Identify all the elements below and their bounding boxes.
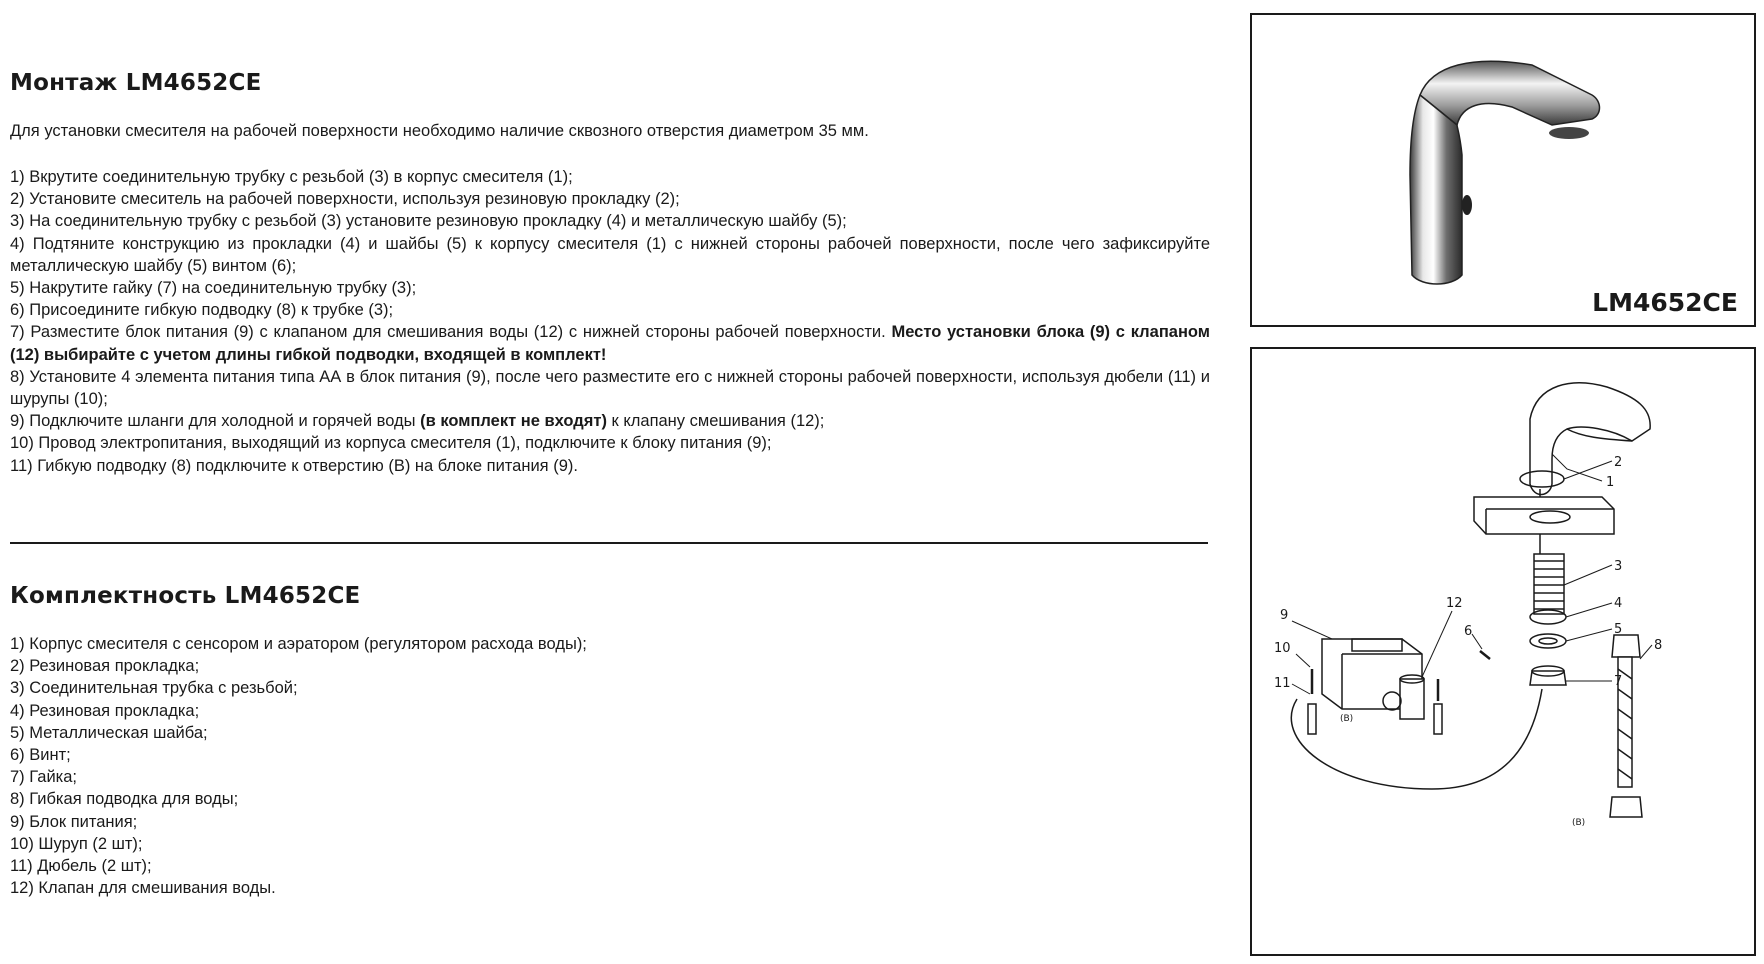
part-faucet-body	[1530, 383, 1650, 495]
sensor-window	[1462, 195, 1472, 215]
montage-title: Монтаж LM4652CE	[10, 70, 262, 96]
montage-intro: Для установки смесителя на рабочей поверхности необходимо наличие сквозного отверстия диаметром 35 мм.	[10, 122, 869, 140]
exploded-diagram	[1252, 349, 1754, 954]
callout-9: 9	[1280, 608, 1289, 623]
callout-4: 4	[1614, 596, 1623, 611]
step-item: 6) Присоедините гибкую подводку (8) к трубке (3);	[10, 301, 394, 320]
part-flexible-hose	[1610, 635, 1642, 817]
section-divider	[10, 542, 1208, 544]
step-note: (в комплект не входят)	[420, 412, 607, 431]
part-nut	[1530, 666, 1566, 685]
kit-item: 6) Винт;	[10, 746, 71, 765]
kit-section	[10, 583, 1210, 899]
callout-5: 5	[1614, 622, 1623, 637]
assembly-diagram-frame	[1250, 347, 1756, 956]
callout-6: 6	[1464, 624, 1473, 639]
kit-item: 11) Дюбель (2 шт);	[10, 857, 152, 876]
callout-8: 8	[1654, 638, 1663, 653]
kit-item: 5) Металлическая шайба;	[10, 723, 208, 742]
kit-title: Комплектность LM4652CE	[10, 583, 361, 609]
part-screw	[1480, 651, 1490, 659]
step-item: 1) Вкрутите соединительную трубку с резьбой (3) в корпус смесителя (1);	[10, 168, 573, 186]
kit-item: 4) Резиновая прокладка;	[10, 701, 200, 720]
step-item: 10) Провод электропитания, выходящий из корпуса смесителя (1), подключите к блоку питания (9);	[10, 434, 772, 453]
kit-list	[10, 633, 1210, 899]
kit-item: 12) Клапан для смешивания воды.	[10, 879, 276, 898]
step-item: 8) Установите 4 элемента питания типа АА в блок питания (9), после чего разместите его с нижней стороны рабочей поверхности, используя дюбели (11) и шурупы (10);	[10, 367, 1210, 409]
montage-steps	[10, 166, 1210, 477]
faucet-photo	[1252, 15, 1754, 325]
kit-item: 7) Гайка;	[10, 768, 77, 787]
step-item: 7) Разместите блок питания (9) с клапаном для смешивания воды (12) с нижней стороны рабочей поверхности. Место установки блока (9) с клапаном (12) выбирайте с учетом длины гибкой подводки, входящей в комплект!	[10, 323, 1210, 364]
part-dowel-right	[1434, 704, 1442, 734]
kit-item: 9) Блок питания;	[10, 812, 138, 831]
step-item: 2) Установите смеситель на рабочей поверхности, используя резиновую прокладку (2);	[10, 190, 680, 209]
step-item: 9) Подключите шланги для холодной и горячей воды (в комплект не входят) к клапану смешивания (12);	[10, 412, 825, 431]
product-model-label: LM4652CE	[1592, 288, 1738, 317]
part-metal-washer	[1530, 634, 1566, 648]
step-item: 5) Накрутите гайку (7) на соединительную трубку (3);	[10, 279, 417, 298]
callout-1: 1	[1606, 475, 1615, 490]
callout-2: 2	[1614, 455, 1623, 470]
hole-marker-b-block: (B)	[1340, 714, 1354, 724]
callout-7: 7	[1614, 674, 1623, 689]
callout-10: 10	[1274, 641, 1291, 656]
aerator	[1549, 127, 1589, 139]
montage-section	[10, 70, 1210, 477]
countertop-slab	[1474, 497, 1614, 534]
kit-item: 1) Корпус смесителя с сенсором и аэратором (регулятором расхода воды);	[10, 635, 587, 653]
hole-marker-b-hose: (B)	[1572, 818, 1586, 828]
kit-item: 2) Резиновая прокладка;	[10, 657, 200, 676]
kit-item: 3) Соединительная трубка с резьбой;	[10, 679, 298, 698]
kit-item: 10) Шуруп (2 шт);	[10, 834, 143, 853]
step-item: 3) На соединительную трубку с резьбой (3) установите резиновую прокладку (4) и металлическую шайбу (5);	[10, 212, 847, 231]
part-dowel-left	[1308, 704, 1316, 734]
callout-3: 3	[1614, 559, 1623, 574]
callout-12: 12	[1446, 596, 1463, 611]
part-threaded-tube	[1534, 554, 1564, 614]
step-warning: Место установки блока (9) с клапаном (12) выбирайте с учетом длины гибкой подводки, входящей в комплект!	[10, 323, 1210, 364]
kit-item: 8) Гибкая подводка для воды;	[10, 790, 239, 809]
callout-11: 11	[1274, 676, 1291, 691]
step-item: 4) Подтяните конструкцию из прокладки (4) и шайбы (5) к корпусу смесителя (1) с нижней стороны рабочей поверхности, после чего зафиксируйте металлическую шайбу (5) винтом (6);	[10, 234, 1210, 275]
product-photo-frame	[1250, 13, 1756, 327]
step-item: 11) Гибкую подводку (8) подключите к отверстию (B) на блоке питания (9).	[10, 456, 578, 475]
